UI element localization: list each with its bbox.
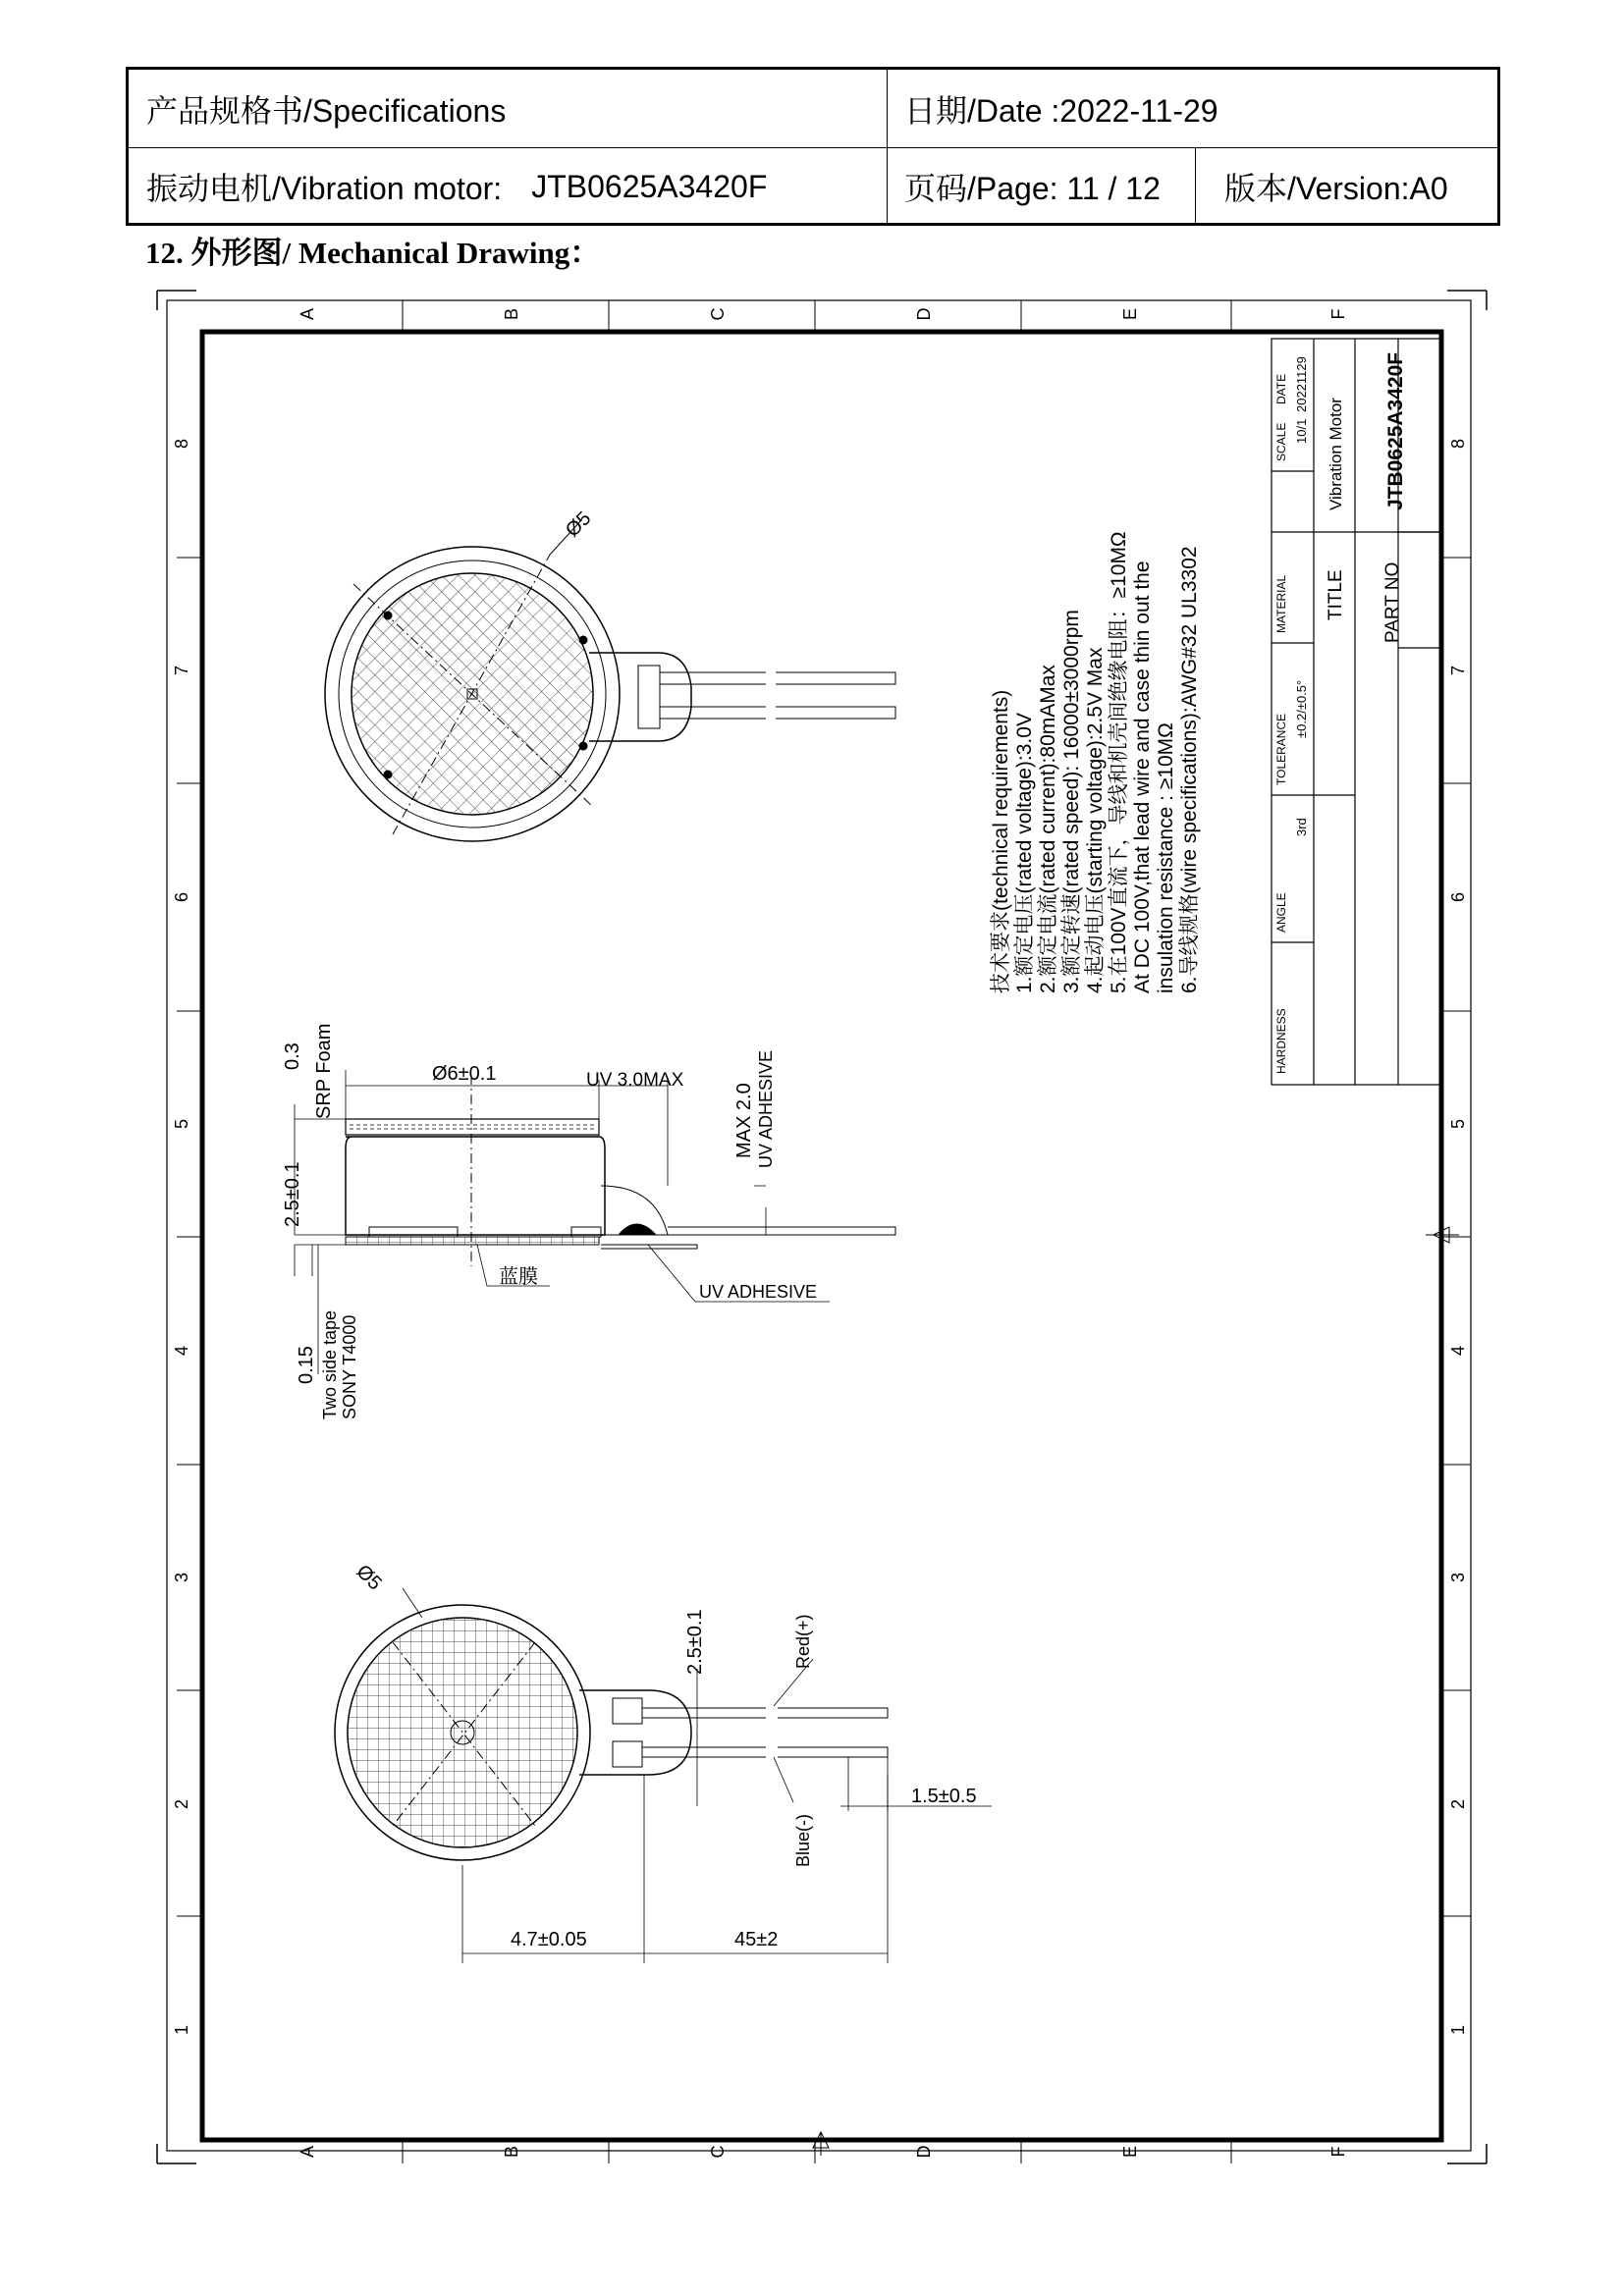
side-view — [295, 1070, 895, 1374]
tape-label: Two side tape — [320, 1309, 340, 1419]
grid-letter: A — [297, 2145, 317, 2159]
blue-wire-label: Blue(-) — [793, 1813, 813, 1867]
grid-number: 5 — [171, 1118, 191, 1130]
req-line: 5.在100V直流下，导线和机壳间绝缘电阻：≥10MΩ — [1108, 531, 1130, 993]
tb-part-no-label: PART NO — [1382, 561, 1403, 643]
grid-number: 2 — [1447, 1798, 1468, 1810]
top-view — [325, 520, 895, 841]
req-line: insulation resistance : ≥10MΩ — [1155, 722, 1177, 993]
grid-letter: E — [1119, 2145, 1140, 2159]
motor-part-number: JTB0625A3420F — [531, 168, 768, 204]
req-line: 2.额定电流(rated current):80mAMax — [1037, 665, 1059, 993]
req-line: At DC 100V,that lead wire and case thin out the — [1131, 561, 1154, 993]
grid-number: 1 — [171, 2024, 191, 2036]
uv-adhesive-label: UV ADHESIVE — [699, 1282, 818, 1302]
tb-part-no-value: JTB0625A3420F — [1384, 351, 1407, 510]
grid-references — [172, 308, 1468, 2159]
grid-number: 8 — [171, 438, 191, 450]
title-block-text — [1274, 352, 1407, 1074]
technical-requirements — [990, 531, 1201, 993]
grid-letter: A — [297, 307, 317, 321]
grid-number: 5 — [1447, 1118, 1468, 1130]
grid-letter: C — [707, 307, 728, 321]
grid-number: 6 — [171, 891, 191, 903]
bottom-view — [335, 1588, 992, 1963]
pad-width-label: 2.5±0.1 — [684, 1609, 706, 1675]
tape-thickness-label: 0.15 — [296, 1346, 317, 1384]
grid-letter: E — [1119, 307, 1140, 321]
srp-thickness-label: 0.3 — [282, 1042, 303, 1070]
page-label: 页码/Page: 11 / 12 — [904, 171, 1161, 206]
req-line: 6.导线规格(wire specifications):AWG#32 UL3302 — [1178, 546, 1201, 993]
tb-angle-label: ANGLE — [1274, 892, 1288, 933]
tb-date-label: DATE — [1274, 373, 1288, 404]
blue-film-label: 蓝膜 — [499, 1266, 538, 1288]
tb-title-value: Vibration Motor — [1326, 398, 1345, 510]
wire-length-label: 45±2 — [734, 1929, 779, 1950]
req-line: 1.额定电压(rated voltage):3.0V — [1013, 713, 1036, 993]
top-diameter-label: Ø5 — [561, 507, 596, 542]
section-title: 12. 外形图/ Mechanical Drawing： — [145, 236, 601, 270]
grid-letter: C — [707, 2145, 728, 2159]
max-height-label: MAX 2.0 — [733, 1083, 755, 1158]
grid-number: 4 — [1447, 1345, 1468, 1357]
uv-adhesive-top-label: UV ADHESIVE — [756, 1049, 776, 1168]
red-wire-label: Red(+) — [793, 1614, 813, 1669]
grid-letter: F — [1327, 2146, 1348, 2158]
grid-number: 3 — [171, 1572, 191, 1583]
req-line: 技术要求(technical requirements) — [990, 689, 1012, 993]
tb-hardness-label: HARDNESS — [1274, 1008, 1288, 1074]
grid-number: 7 — [1447, 665, 1468, 676]
srp-foam-label: SRP Foam — [313, 1023, 335, 1119]
grid-number: 6 — [1447, 891, 1468, 903]
grid-number: 1 — [1447, 2024, 1468, 2036]
grid-letter: B — [501, 307, 521, 321]
tb-material-label: MATERIAL — [1274, 574, 1288, 633]
offset-label: 4.7±0.05 — [511, 1929, 587, 1950]
bottom-diameter-label: Ø5 — [352, 1560, 386, 1595]
tb-angle-value: 3rd — [1294, 818, 1309, 836]
tb-tolerance-value: ±0.2/±0.5° — [1294, 679, 1309, 738]
grid-number: 3 — [1447, 1572, 1468, 1583]
tb-date-value: 20221129 — [1294, 356, 1309, 412]
grid-letter: D — [913, 307, 934, 321]
grid-number: 7 — [171, 665, 191, 676]
height-label: 2.5±0.1 — [282, 1161, 303, 1227]
grid-letter: D — [913, 2145, 934, 2159]
date-label: 日期/Date :2022-11-29 — [904, 92, 1218, 129]
tb-title-label: TITLE — [1326, 569, 1346, 620]
body-diameter-label: Ø6±0.1 — [432, 1063, 497, 1085]
grid-letter: F — [1327, 308, 1348, 320]
motor-label: 振动电机/Vibration motor: — [146, 171, 503, 206]
grid-letter: B — [501, 2145, 521, 2159]
req-line: 3.额定转速(rated speed): 16000±3000rpm — [1060, 610, 1083, 993]
tb-tolerance-label: TOLERANCE — [1274, 713, 1288, 785]
req-line: 4.起动电压(starting voltage):2.5V Max — [1084, 647, 1107, 993]
strip-length-label: 1.5±0.5 — [911, 1786, 977, 1807]
grid-number: 2 — [171, 1798, 191, 1810]
tb-scale-label: SCALE — [1274, 422, 1288, 461]
spec-label: 产品规格书/Specifications — [146, 92, 507, 129]
tape-model-label: SONY T4000 — [340, 1314, 359, 1419]
tb-scale-value: 10/1 — [1294, 418, 1309, 444]
grid-number: 8 — [1447, 438, 1468, 450]
grid-number: 4 — [171, 1345, 191, 1357]
side-view-labels — [282, 1024, 817, 1419]
version-label: 版本/Version:A0 — [1224, 171, 1448, 206]
uv-max-label: UV 3.0MAX — [586, 1070, 684, 1091]
